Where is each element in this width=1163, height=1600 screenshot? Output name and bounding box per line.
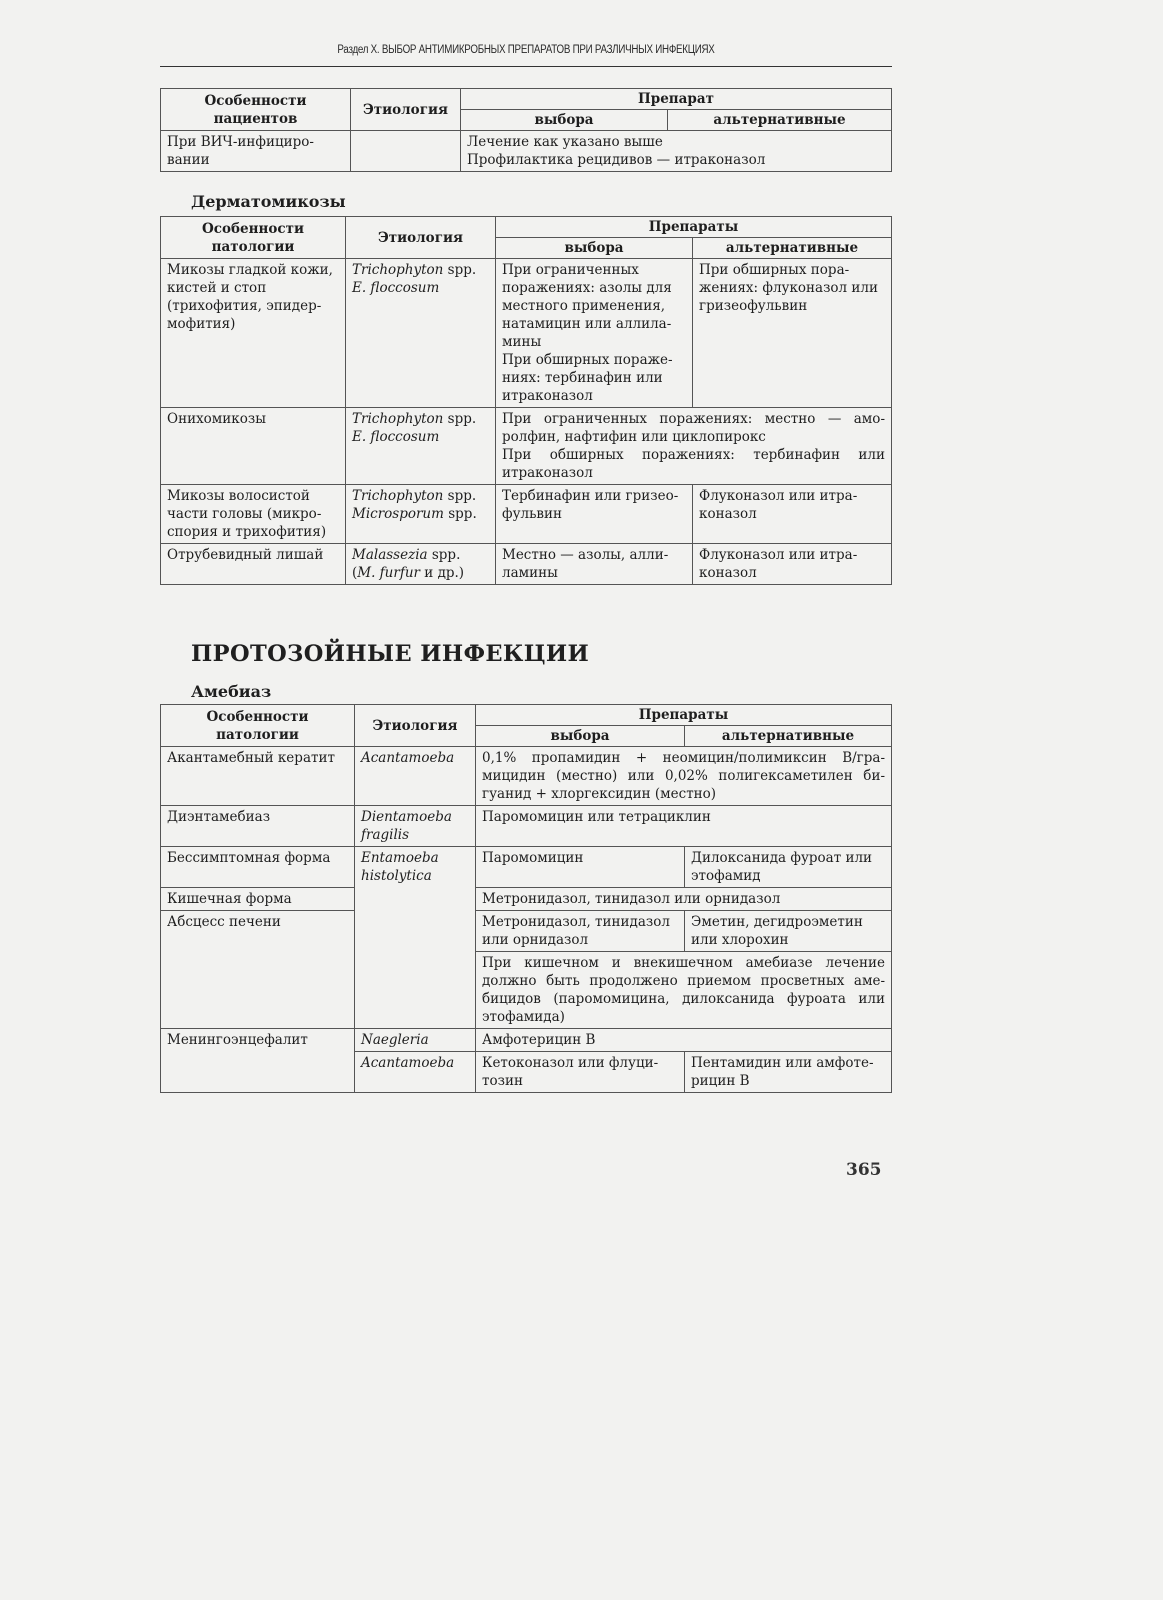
col-header-drug: Препарат bbox=[461, 89, 892, 110]
col-header-drugs: Препараты bbox=[496, 217, 892, 238]
bracket: ( bbox=[352, 565, 358, 581]
cell-pathology: Менингоэнцефалит bbox=[161, 1029, 355, 1093]
cell-alternative: Флуконазол или итраконазол bbox=[693, 544, 892, 585]
cell-patients: При ВИЧ-инфицировании bbox=[161, 131, 351, 172]
cell-pathology: Абсцесс печени bbox=[161, 911, 355, 1029]
col-header-pathology: Особенности патологии bbox=[161, 705, 355, 747]
organism-name: Trichophyton bbox=[352, 411, 444, 427]
cell-etiology: Dientamoeba fragilis bbox=[355, 806, 476, 847]
col-header-alternative: альтернативные bbox=[685, 726, 892, 747]
cell-choice: Метронидазол, тинидазол или орнидазол bbox=[476, 911, 685, 952]
col-header-pathology: Особенности патологии bbox=[161, 217, 346, 259]
table-row bbox=[161, 888, 892, 911]
col-header-choice: выбора bbox=[461, 110, 668, 131]
cell-etiology: Acantamoeba bbox=[355, 747, 476, 806]
cell-choice: Местно — азолы, аллиламины bbox=[496, 544, 693, 585]
table-header-row bbox=[161, 705, 892, 726]
organism-suffix: spp. bbox=[443, 411, 477, 427]
cell-alternative: При обширных поражениях: флуконазол или гризеофульвин bbox=[693, 259, 892, 408]
organism-suffix: и др.) bbox=[419, 565, 465, 581]
chapter-title-protozoal: ПРОТОЗОЙНЫЕ ИНФЕКЦИИ bbox=[191, 641, 590, 667]
col-header-etiology: Этиология bbox=[355, 705, 476, 747]
cell-drugs: Метронидазол, тинидазол или орнидазол bbox=[476, 888, 892, 911]
header-rule bbox=[160, 66, 892, 67]
drug-line: При ограниченных поражениях: азолы для местного применения, натамицин или аллиламины bbox=[502, 262, 672, 350]
cell-alternative: Флуконазол или итраконазол bbox=[693, 485, 892, 544]
col-header-choice: выбора bbox=[496, 238, 693, 259]
drug-line: При ограниченных поражениях: местно — аморолфин, нафтифин или циклопирокс bbox=[502, 411, 885, 445]
cell-pathology: Акантамебный кератит bbox=[161, 747, 355, 806]
cell-drugs: 0,1% пропамидин + неомицин/полимиксин В/грамицидин (местно) или 0,02% полигексаметилен бигуанид + хлоргексидин (местно) bbox=[476, 747, 892, 806]
organism-name: M. furfur bbox=[357, 565, 420, 581]
running-head: Раздел X. ВЫБОР АНТИМИКРОБНЫХ ПРЕПАРАТОВ ПРИ РАЗЛИЧНЫХ ИНФЕКЦИЯХ bbox=[337, 44, 715, 56]
table-row bbox=[161, 259, 892, 408]
cell-pathology: Микозы волосистой части головы (микроспория и трихофития) bbox=[161, 485, 346, 544]
cell-note: При кишечном и внекишечном амебиазе лечение должно быть продолжено приемом просветных амебицидов (паромомицина, дилоксанида фуроата или этофамида) bbox=[476, 952, 892, 1029]
table-row bbox=[161, 408, 892, 485]
cell-choice: Тербинафин или гризеофульвин bbox=[496, 485, 693, 544]
cell-etiology bbox=[351, 131, 461, 172]
cell-choice bbox=[496, 259, 693, 408]
table-row bbox=[161, 131, 892, 172]
page-number: 365 bbox=[846, 1160, 882, 1180]
col-header-alternative: альтернативные bbox=[668, 110, 892, 131]
cell-choice: Паромомицин bbox=[476, 847, 685, 888]
col-header-patients: Особенности пациентов bbox=[161, 89, 351, 131]
cell-etiology bbox=[346, 485, 496, 544]
cell-drugs bbox=[461, 131, 892, 172]
cell-pathology: Кишечная форма bbox=[161, 888, 355, 911]
table-row bbox=[161, 544, 892, 585]
cell-drugs: Паромомицин или тетрациклин bbox=[476, 806, 892, 847]
organism-name: Trichophyton bbox=[352, 488, 444, 504]
cell-pathology: Бессимптомная форма bbox=[161, 847, 355, 888]
cell-etiology bbox=[346, 544, 496, 585]
col-header-choice: выбора bbox=[476, 726, 685, 747]
table-row bbox=[161, 847, 892, 888]
organism-suffix: spp. bbox=[427, 547, 461, 563]
cell-pathology: Отрубевидный лишай bbox=[161, 544, 346, 585]
organism-name: Microsporum bbox=[352, 506, 444, 522]
cell-alternative: Пентамидин или амфотерицин В bbox=[685, 1052, 892, 1093]
table-row bbox=[161, 911, 892, 952]
organism-suffix: spp. bbox=[443, 262, 477, 278]
cell-alternative: Эметин, дегидроэметин или хлорохин bbox=[685, 911, 892, 952]
col-header-etiology: Этиология bbox=[351, 89, 461, 131]
cell-pathology: Диэнтамебиаз bbox=[161, 806, 355, 847]
col-header-alternative: альтернативные bbox=[693, 238, 892, 259]
section-title-dermatomycoses: Дерматомикозы bbox=[191, 192, 346, 211]
organism-suffix: spp. bbox=[443, 488, 477, 504]
table-header-row bbox=[161, 217, 892, 238]
drug-line: При обширных поражениях: тербинафин или итраконазол bbox=[502, 352, 673, 404]
organism-name: E. floccosum bbox=[352, 429, 440, 445]
organism-name: Malassezia bbox=[352, 547, 428, 563]
drug-line: При обширных поражениях: тербинафин или итраконазол bbox=[502, 447, 885, 481]
cell-etiology: Entamoeba histolytica bbox=[355, 847, 476, 1029]
organism-suffix: spp. bbox=[443, 506, 477, 522]
amebiasis-table bbox=[160, 704, 892, 1093]
cell-pathology: Онихомикозы bbox=[161, 408, 346, 485]
table-row bbox=[161, 806, 892, 847]
col-header-etiology: Этиология bbox=[346, 217, 496, 259]
cell-drugs bbox=[496, 408, 892, 485]
cell-alternative: Дилоксанида фуроат или этофамид bbox=[685, 847, 892, 888]
organism-name: E. floccosum bbox=[352, 280, 440, 296]
cell-etiology: Naegleria bbox=[355, 1029, 476, 1052]
cell-choice: Кетоконазол или флуцитозин bbox=[476, 1052, 685, 1093]
dermatomycoses-table bbox=[160, 216, 892, 585]
cell-etiology bbox=[346, 408, 496, 485]
cell-pathology: Микозы гладкой кожи, кистей и стоп (трихофития, эпидермофития) bbox=[161, 259, 346, 408]
table-header-row bbox=[161, 89, 892, 110]
table-row bbox=[161, 485, 892, 544]
col-header-drugs: Препараты bbox=[476, 705, 892, 726]
hiv-table bbox=[160, 88, 892, 172]
table-row bbox=[161, 1029, 892, 1052]
cell-etiology bbox=[346, 259, 496, 408]
organism-name: Trichophyton bbox=[352, 262, 444, 278]
drug-line: Лечение как указано выше bbox=[467, 134, 663, 150]
cell-etiology: Acantamoeba bbox=[355, 1052, 476, 1093]
drug-line: Профилактика рецидивов — итраконазол bbox=[467, 152, 766, 168]
table-row bbox=[161, 747, 892, 806]
section-title-amebiasis: Амебиаз bbox=[191, 682, 272, 701]
cell-drugs: Амфотерицин В bbox=[476, 1029, 892, 1052]
